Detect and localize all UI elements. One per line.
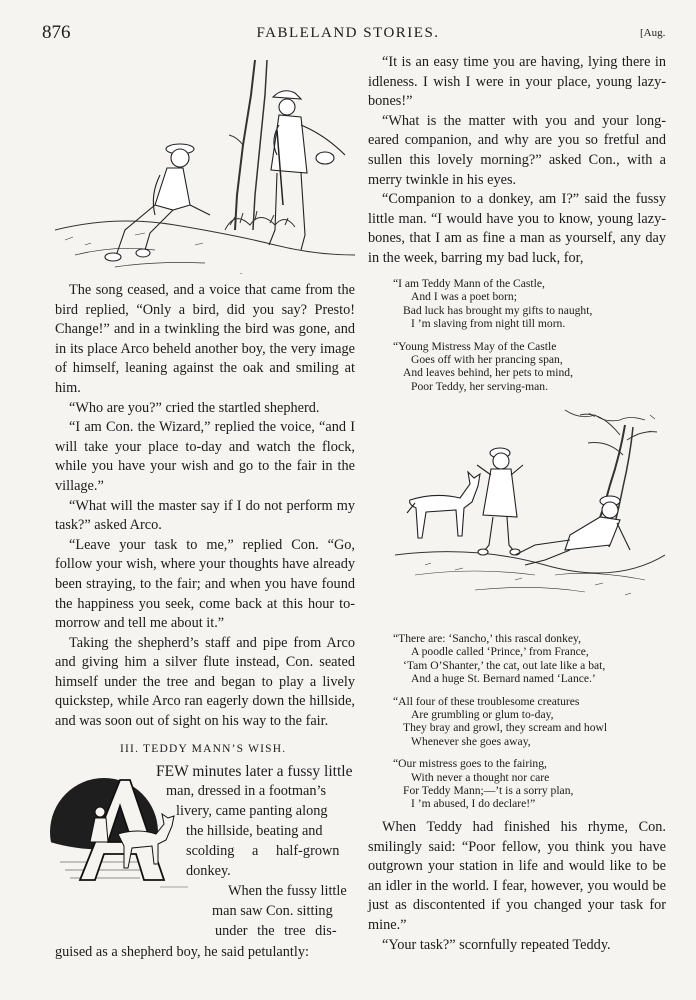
paragraph: “What will the master say if I do not perform my task?” asked Arco. <box>55 497 355 534</box>
stanza <box>393 695 673 749</box>
verse-line: Are grumbling or glum to-day, <box>411 708 554 722</box>
verse-top <box>393 277 673 402</box>
paragraph: When Teddy had finished his rhyme, Con. smilingly said: “Poor fellow, you think you have outgrown your station in life and would like to be an idler in the world. I fear, however, you would be just as discontented if you changed your task for mine.” <box>368 819 666 933</box>
verse-line: Goes off with her prancing span, <box>411 353 563 367</box>
verse-line: And leaves behind, her pets to mind, <box>403 366 574 380</box>
stanza <box>393 757 673 811</box>
drop-cap-line: man saw Con. sitting <box>212 903 333 919</box>
verse-line: I ’m abused, I do declare!” <box>411 797 536 811</box>
paragraph: The song ceased, and a voice that came from the bird replied, “Only a bird, did you say? Presto! Change!” and in a twinkling the bird was gone, and in its place Arco beheld another boy, the very image of himself, leaning against the oak and smiling at him. <box>55 282 355 396</box>
drop-cap-line: under the tree dis- <box>215 923 337 939</box>
verse-line: “Young Mistress May of the Castle <box>393 339 557 353</box>
drop-cap-line: scolding a half-grown <box>186 843 340 859</box>
running-title: FABLELAND STORIES. <box>256 25 440 41</box>
drop-cap-line: When the fussy little <box>228 883 347 899</box>
paragraph: “Your task?” scornfully repeated Teddy. <box>382 936 611 953</box>
svg-text:-: - <box>240 269 243 277</box>
verse-line: A poodle called ‘Prince,’ from France, <box>411 645 589 659</box>
right-column-text-top <box>368 53 666 269</box>
section-heading: III. TEDDY MANN’S WISH. <box>120 743 287 755</box>
right-column-text-bottom <box>368 818 666 955</box>
paragraph: “It is an easy time you are having, lying there in idleness. I wish I were in your place, young lazy-bones!” <box>368 54 666 110</box>
verse-line: Bad luck has brought my gifts to naught, <box>403 303 593 317</box>
verse-line: “Our mistress goes to the fairing, <box>393 757 547 771</box>
stanza <box>393 340 673 394</box>
paragraph: “Companion to a donkey, am I?” said the fussy little man. “I would have you to know, young lazy-bones, that I am as fine a man as yourself, any day in the week, barring my bad luck, for, <box>368 191 666 266</box>
illustration-teddy-donkey-con <box>395 405 665 615</box>
verse-line: Poor Teddy, her serving-man. <box>411 379 548 393</box>
paragraph: Taking the shepherd’s staff and pipe from Arco and giving him a silver flute instead, Con. seated himself under the tree and began to play a lively quickstep, while Arco ran eagerly down the hillside, and was soon out of sight on his way to the fair. <box>55 634 355 730</box>
verse-line: And a huge St. Bernard named ‘Lance.’ <box>411 672 596 686</box>
paragraph: “Leave your task to me,” replied Con. “Go, follow your wish, where your thoughts have already been straying, to the fair; and when you have found the happiness you seek, come back at this hour to-morrow and tell me about it.” <box>55 536 355 632</box>
verse-line: Whenever she goes away, <box>411 734 531 748</box>
verse-line: For Teddy Mann;—’t is a sorry plan, <box>403 784 574 798</box>
drop-cap-line: livery, came panting along <box>176 803 328 819</box>
stanza <box>393 632 673 686</box>
verse-line: “All four of these troublesome creatures <box>393 694 580 708</box>
verse-bottom <box>393 632 673 820</box>
drop-cap-line: FEW minutes later a fussy little <box>156 763 353 780</box>
closing-line: guised as a shepherd boy, he said petulantly: <box>55 944 309 960</box>
verse-line: I ’m slaving from night till morn. <box>411 317 566 331</box>
verse-line: “I am Teddy Mann of the Castle, <box>393 277 545 290</box>
verse-line: They bray and growl, they scream and howl <box>403 721 608 735</box>
month-label: [Aug. <box>640 27 666 39</box>
paragraph: “Who are you?” cried the startled shepherd. <box>69 399 320 416</box>
left-column-text <box>55 281 355 732</box>
verse-line: With never a thought nor care <box>411 770 550 784</box>
verse-line: ‘Tam O’Shanter,’ the cat, out late like a bat, <box>403 658 606 672</box>
page-header <box>0 22 696 44</box>
paragraph: “What is the matter with you and your long-eared companion, and why are you so fretful and sullen this lovely morning?” asked Con., with a merry twinkle in his eyes. <box>368 112 666 188</box>
verse-line: And I was a poet born; <box>411 290 517 304</box>
verse-line: “There are: ‘Sancho,’ this rascal donkey, <box>393 632 581 645</box>
page-number: 876 <box>42 22 71 43</box>
drop-cap-line: donkey. <box>186 863 231 879</box>
drop-cap-line: man, dressed in a footman’s <box>166 783 327 799</box>
illustration-shepherd-and-boy <box>55 55 355 280</box>
stanza <box>393 277 673 331</box>
paragraph: “I am Con. the Wizard,” replied the voice, “and I will take your place to-day and watch the flock, while you have your wish and go to the fair in the village.” <box>55 419 355 494</box>
drop-cap-line: the hillside, beating and <box>186 823 323 839</box>
